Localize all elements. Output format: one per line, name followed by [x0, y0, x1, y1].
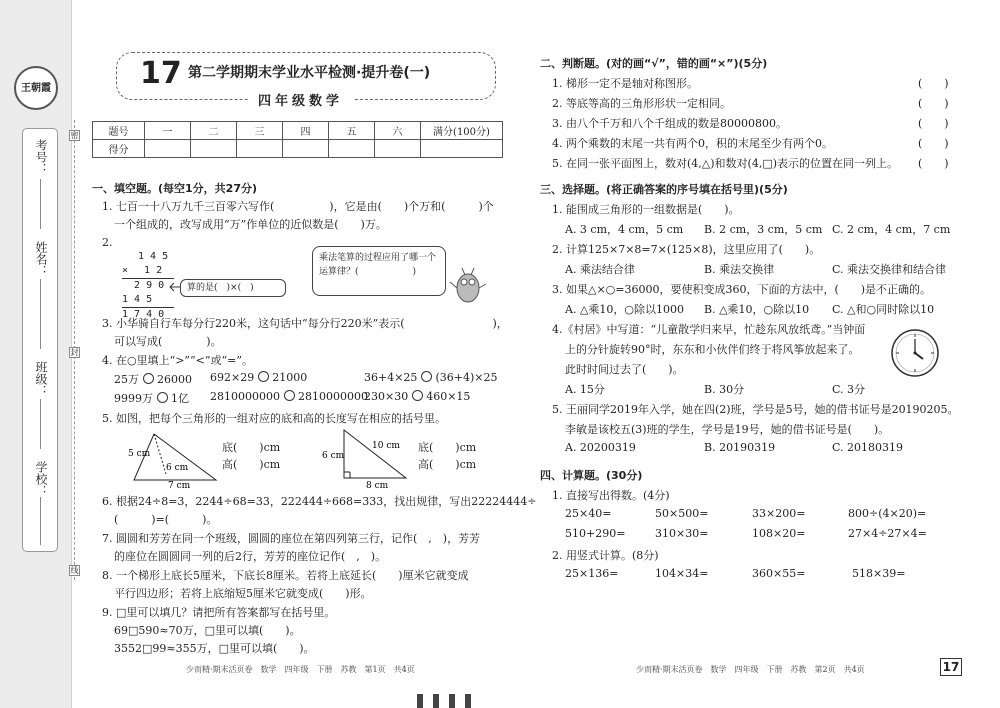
- compare-circle[interactable]: [157, 392, 168, 403]
- compare-left: 36+4×25: [364, 371, 418, 384]
- judge-answer-4[interactable]: ( ): [918, 137, 949, 150]
- judge-item-1: 1. 梯形一定不是轴对称图形。: [552, 77, 698, 90]
- compare-left: 25万: [114, 373, 139, 386]
- judge-item-2: 2. 等底等高的三角形形状一定相同。: [552, 97, 731, 110]
- vertical-calc-item: 104×34=: [655, 567, 709, 580]
- judge-item-4: 4. 两个乘数的末尾一共有两个0，积的末尾至少有两个0。: [552, 137, 833, 150]
- section-4-title: 四、计算题。(30分): [540, 469, 643, 482]
- calc-line: 1 4 5: [122, 293, 174, 308]
- score-cell[interactable]: [237, 140, 283, 158]
- choice-q5-opt-c: C. 20180319: [832, 441, 904, 454]
- compare-left: 230×30: [364, 390, 409, 403]
- q5-instruction: 5. 如图，把每个三角形的一组对应的底和高的长度写在相应的括号里。: [102, 412, 446, 425]
- tri2-side-b: 6 cm: [322, 451, 345, 461]
- calc-item: 310×30=: [655, 527, 709, 540]
- q7-line-1: 7. 圆圆和芳芳在同一个班级，圆圆的座位在第四列第三行，记作( , )，芳芳: [102, 532, 481, 545]
- score-cell[interactable]: [145, 140, 191, 158]
- choice-q1-opt-b: B. 2 cm，3 cm，5 cm: [704, 223, 823, 236]
- score-label-cell: 得分: [93, 140, 145, 158]
- compare-right: 460×15: [426, 390, 471, 403]
- q4-row-1b: [210, 371, 307, 384]
- choice-q4-opt-c: C. 3分: [832, 383, 866, 396]
- q4-instruction: 4. 在○里填上“>”“<”或“=”。: [102, 354, 253, 367]
- q4-row-2: [114, 390, 189, 406]
- header-cell: 满分(100分): [421, 122, 503, 140]
- choice-q3-opt-b: B. △乘10，○除以10: [704, 303, 810, 316]
- choice-q1-opt-c: C. 2 cm，4 cm，7 cm: [832, 223, 951, 236]
- name-field[interactable]: [40, 279, 41, 349]
- calc-item: 50×500=: [655, 507, 709, 520]
- q1-line-2: 一个组成的，改写成用“万”作单位的近似数是( )万。: [114, 218, 387, 231]
- q8-line-1: 8. 一个梯形上底长5厘米，下底长8厘米。若将上底延长( )厘米它就变成: [102, 569, 469, 582]
- calc-q1: 1. 直接写出得数。(4分): [552, 489, 670, 502]
- choice-q4-opt-b: B. 30分: [704, 383, 745, 396]
- footer-left: 少而精·期末活页卷 数学 四年级 下册 苏教 第1页 共4页: [186, 665, 415, 674]
- choice-q2-opt-c: C. 乘法交换律和结合律: [832, 263, 947, 276]
- q2-speech-bubble: 乘法笔算的过程应用了哪一个运算律？( ): [312, 246, 446, 296]
- triangle-2-figure: [322, 428, 414, 488]
- compare-circle[interactable]: [412, 390, 423, 401]
- calc-item: 510+290=: [565, 527, 626, 540]
- tri1-side-b: 6 cm: [166, 463, 189, 473]
- choice-q4-line-1: 4.《村居》中写道：“儿童散学归来早，忙趁东风放纸鸢。”当钟面: [552, 323, 866, 336]
- paper-subtitle: 四年级数学: [248, 90, 353, 109]
- cartoon-mascot-icon: [448, 258, 488, 308]
- exam-no-field[interactable]: [40, 179, 41, 229]
- choice-q2-opt-b: B. 乘法交换律: [704, 263, 775, 276]
- score-cell[interactable]: [191, 140, 237, 158]
- choice-q4-line-2: 上的分针旋转90°时，东东和小伙伴们终于将风筝放起来了。: [565, 343, 860, 356]
- vertical-calc-item: 360×55=: [752, 567, 806, 580]
- judge-answer-1[interactable]: ( ): [918, 77, 949, 90]
- judge-answer-2[interactable]: ( ): [918, 97, 949, 110]
- q2-note-box: 算的是( )×( ): [180, 279, 286, 297]
- q4-row-2b: [210, 390, 368, 403]
- choice-q5-line-1: 5. 王丽同学2019年入学，她在四(2)班，学号是5号，她的借书证号是20190205。: [552, 403, 959, 416]
- triangle-1-figure: [126, 428, 222, 488]
- tri2-base-label: 底( )cm: [418, 441, 477, 454]
- student-info-box: [22, 128, 58, 552]
- score-cell[interactable]: [329, 140, 375, 158]
- choice-q5-opt-b: B. 20190319: [704, 441, 776, 454]
- compare-left: 692×29: [210, 371, 255, 384]
- exam-no-label: 考号：: [34, 139, 48, 175]
- calc-line: 2 9 0: [122, 280, 165, 291]
- calc-line: 1 4 5: [122, 251, 169, 262]
- compare-right: 21000: [272, 371, 308, 384]
- calc-item: 108×20=: [752, 527, 806, 540]
- paper-number: 17: [140, 56, 182, 91]
- choice-q3-opt-a: A. △乘10，○除以1000: [565, 303, 684, 316]
- vertical-calc-item: 518×39=: [852, 567, 906, 580]
- score-cell[interactable]: [421, 140, 503, 158]
- q9-part-a: 69□590≈70万，□里可以填( )。: [114, 624, 301, 637]
- header-cell: 一: [145, 122, 191, 140]
- score-table: [92, 121, 503, 158]
- calc-q2: 2. 用竖式计算。(8分): [552, 549, 659, 562]
- score-cell[interactable]: [283, 140, 329, 158]
- calc-line: × 1 2: [122, 264, 174, 279]
- section-3-title: 三、选择题。(将正确答案的序号填在括号里)(5分): [540, 183, 788, 196]
- choice-q5-opt-a: A. 20200319: [565, 441, 636, 454]
- compare-circle[interactable]: [284, 390, 295, 401]
- tri2-side-a: 10 cm: [372, 441, 400, 451]
- brand-logo: [14, 66, 58, 110]
- q4-row-1c: [364, 371, 497, 384]
- q6-line-2: ( )=( )。: [114, 513, 218, 526]
- tri1-side-c: 7 cm: [168, 481, 191, 488]
- choice-q4-line-3: 此时时间过去了( )。: [565, 363, 684, 376]
- tri1-height-label: 高( )cm: [222, 458, 281, 471]
- q4-row-1: [114, 371, 192, 387]
- compare-right: 2810000000: [298, 390, 368, 403]
- fold-mark-2: 封: [70, 348, 79, 357]
- q9-instruction: 9. □里可以填几？请把所有答案都写在括号里。: [102, 606, 336, 619]
- compare-left: 9999万: [114, 392, 153, 405]
- logo-text: 王朝霞: [21, 83, 51, 94]
- page-number-badge: 17: [940, 658, 962, 676]
- choice-q5-line-2: 李敏是该校五(3)班的学生，学号是19号，她的借书证号是( )。: [565, 423, 890, 436]
- compare-left: 2810000000: [210, 390, 280, 403]
- judge-answer-3[interactable]: ( ): [918, 117, 949, 130]
- compare-right: (36+4)×25: [435, 371, 498, 384]
- q1-line-1: 1. 七百一十八万九千三百零六写作( )，它是由( )个万和( )个: [102, 200, 494, 213]
- header-cell: 三: [237, 122, 283, 140]
- q3-line-1: 3. 小华骑自行车每分行220米，这句话中“每分行220米”表示( )，: [102, 317, 508, 330]
- q3-line-2: 可以写成( )。: [114, 335, 222, 348]
- choice-q2-opt-a: A. 乘法结合律: [565, 263, 635, 276]
- calc-item: 27×4÷27×4=: [848, 527, 927, 540]
- footer-right: 少而精·期末活页卷 数学 四年级 下册 苏教 第2页 共4页: [636, 665, 865, 674]
- header-cell: 五: [329, 122, 375, 140]
- calc-item: 25×40=: [565, 507, 612, 520]
- compare-circle[interactable]: [421, 371, 432, 382]
- compare-right: 26000: [157, 373, 192, 386]
- compare-circle[interactable]: [258, 371, 269, 382]
- compare-circle[interactable]: [143, 373, 154, 384]
- name-label: 姓名：: [34, 241, 48, 277]
- header-cell: 题号: [93, 122, 145, 140]
- judge-item-3: 3. 由八个千万和八个千组成的数是80000800。: [552, 117, 787, 130]
- section-1-title: 一、填空题。(每空1分，共27分): [92, 182, 258, 195]
- q7-line-2: 的座位在圆圆同一列的后2行，芳芳的座位记作( , )。: [114, 550, 387, 563]
- choice-q3-opt-c: C. △和○同时除以10: [832, 303, 935, 316]
- school-label: 学校：: [34, 461, 48, 497]
- calc-line: 1 7 4 0: [122, 309, 165, 320]
- judge-item-5: 5. 在同一张平面图上，数对(4,△)和数对(4,□)表示的位置在同一列上。: [552, 157, 898, 170]
- q6-line-1: 6. 根据24÷8=3，2244÷68=33，222444÷668=333，找出规律，写出22224444÷: [102, 495, 537, 508]
- q2-label: 2.: [102, 236, 113, 249]
- header-cell: 六: [375, 122, 421, 140]
- tri1-base-label: 底( )cm: [222, 441, 281, 454]
- paper-title: 第二学期期末学业水平检测·提升卷(一): [188, 65, 431, 81]
- score-table-header-row: [93, 122, 503, 140]
- clock-face-icon: [890, 328, 940, 378]
- choice-q2: 2. 计算125×7×8=7×(125×8)，这里应用了( )。: [552, 243, 821, 256]
- q8-line-2: 平行四边形；若将上底缩短5厘米它就变成( )形。: [114, 587, 372, 600]
- tri2-height-label: 高( )cm: [418, 458, 477, 471]
- compare-right: 1亿: [171, 392, 189, 405]
- header-cell: 四: [283, 122, 329, 140]
- q4-row-2c: [364, 390, 470, 403]
- fold-mark-1: 密: [70, 131, 79, 140]
- choice-q4-opt-a: A. 15分: [565, 383, 605, 396]
- vertical-calc-item: 25×136=: [565, 567, 619, 580]
- score-cell[interactable]: [375, 140, 421, 158]
- tri1-side-a: 5 cm: [128, 449, 151, 459]
- school-field[interactable]: [40, 497, 41, 545]
- tri2-side-c: 8 cm: [366, 481, 389, 488]
- calc-item: 33×200=: [752, 507, 806, 520]
- section-2-title: 二、判断题。(对的画“√”，错的画“×”)(5分): [540, 57, 768, 70]
- header-cell: 二: [191, 122, 237, 140]
- choice-q3: 3. 如果△×○=36000，要使积变成360，下面的方法中，( )是不正确的。: [552, 283, 932, 296]
- calc-item: 800÷(4×20)=: [848, 507, 927, 520]
- q9-part-b: 3552□99≈355万，□里可以填( )。: [114, 642, 315, 655]
- class-label: 班级：: [34, 361, 48, 397]
- score-table-score-row: [93, 140, 503, 158]
- choice-q1: 1. 能围成三角形的一组数据是( )。: [552, 203, 740, 216]
- choice-q1-opt-a: A. 3 cm，4 cm，5 cm: [565, 223, 684, 236]
- fold-mark-3: 线: [70, 566, 79, 575]
- class-field[interactable]: [40, 399, 41, 449]
- judge-answer-5[interactable]: ( ): [918, 157, 949, 170]
